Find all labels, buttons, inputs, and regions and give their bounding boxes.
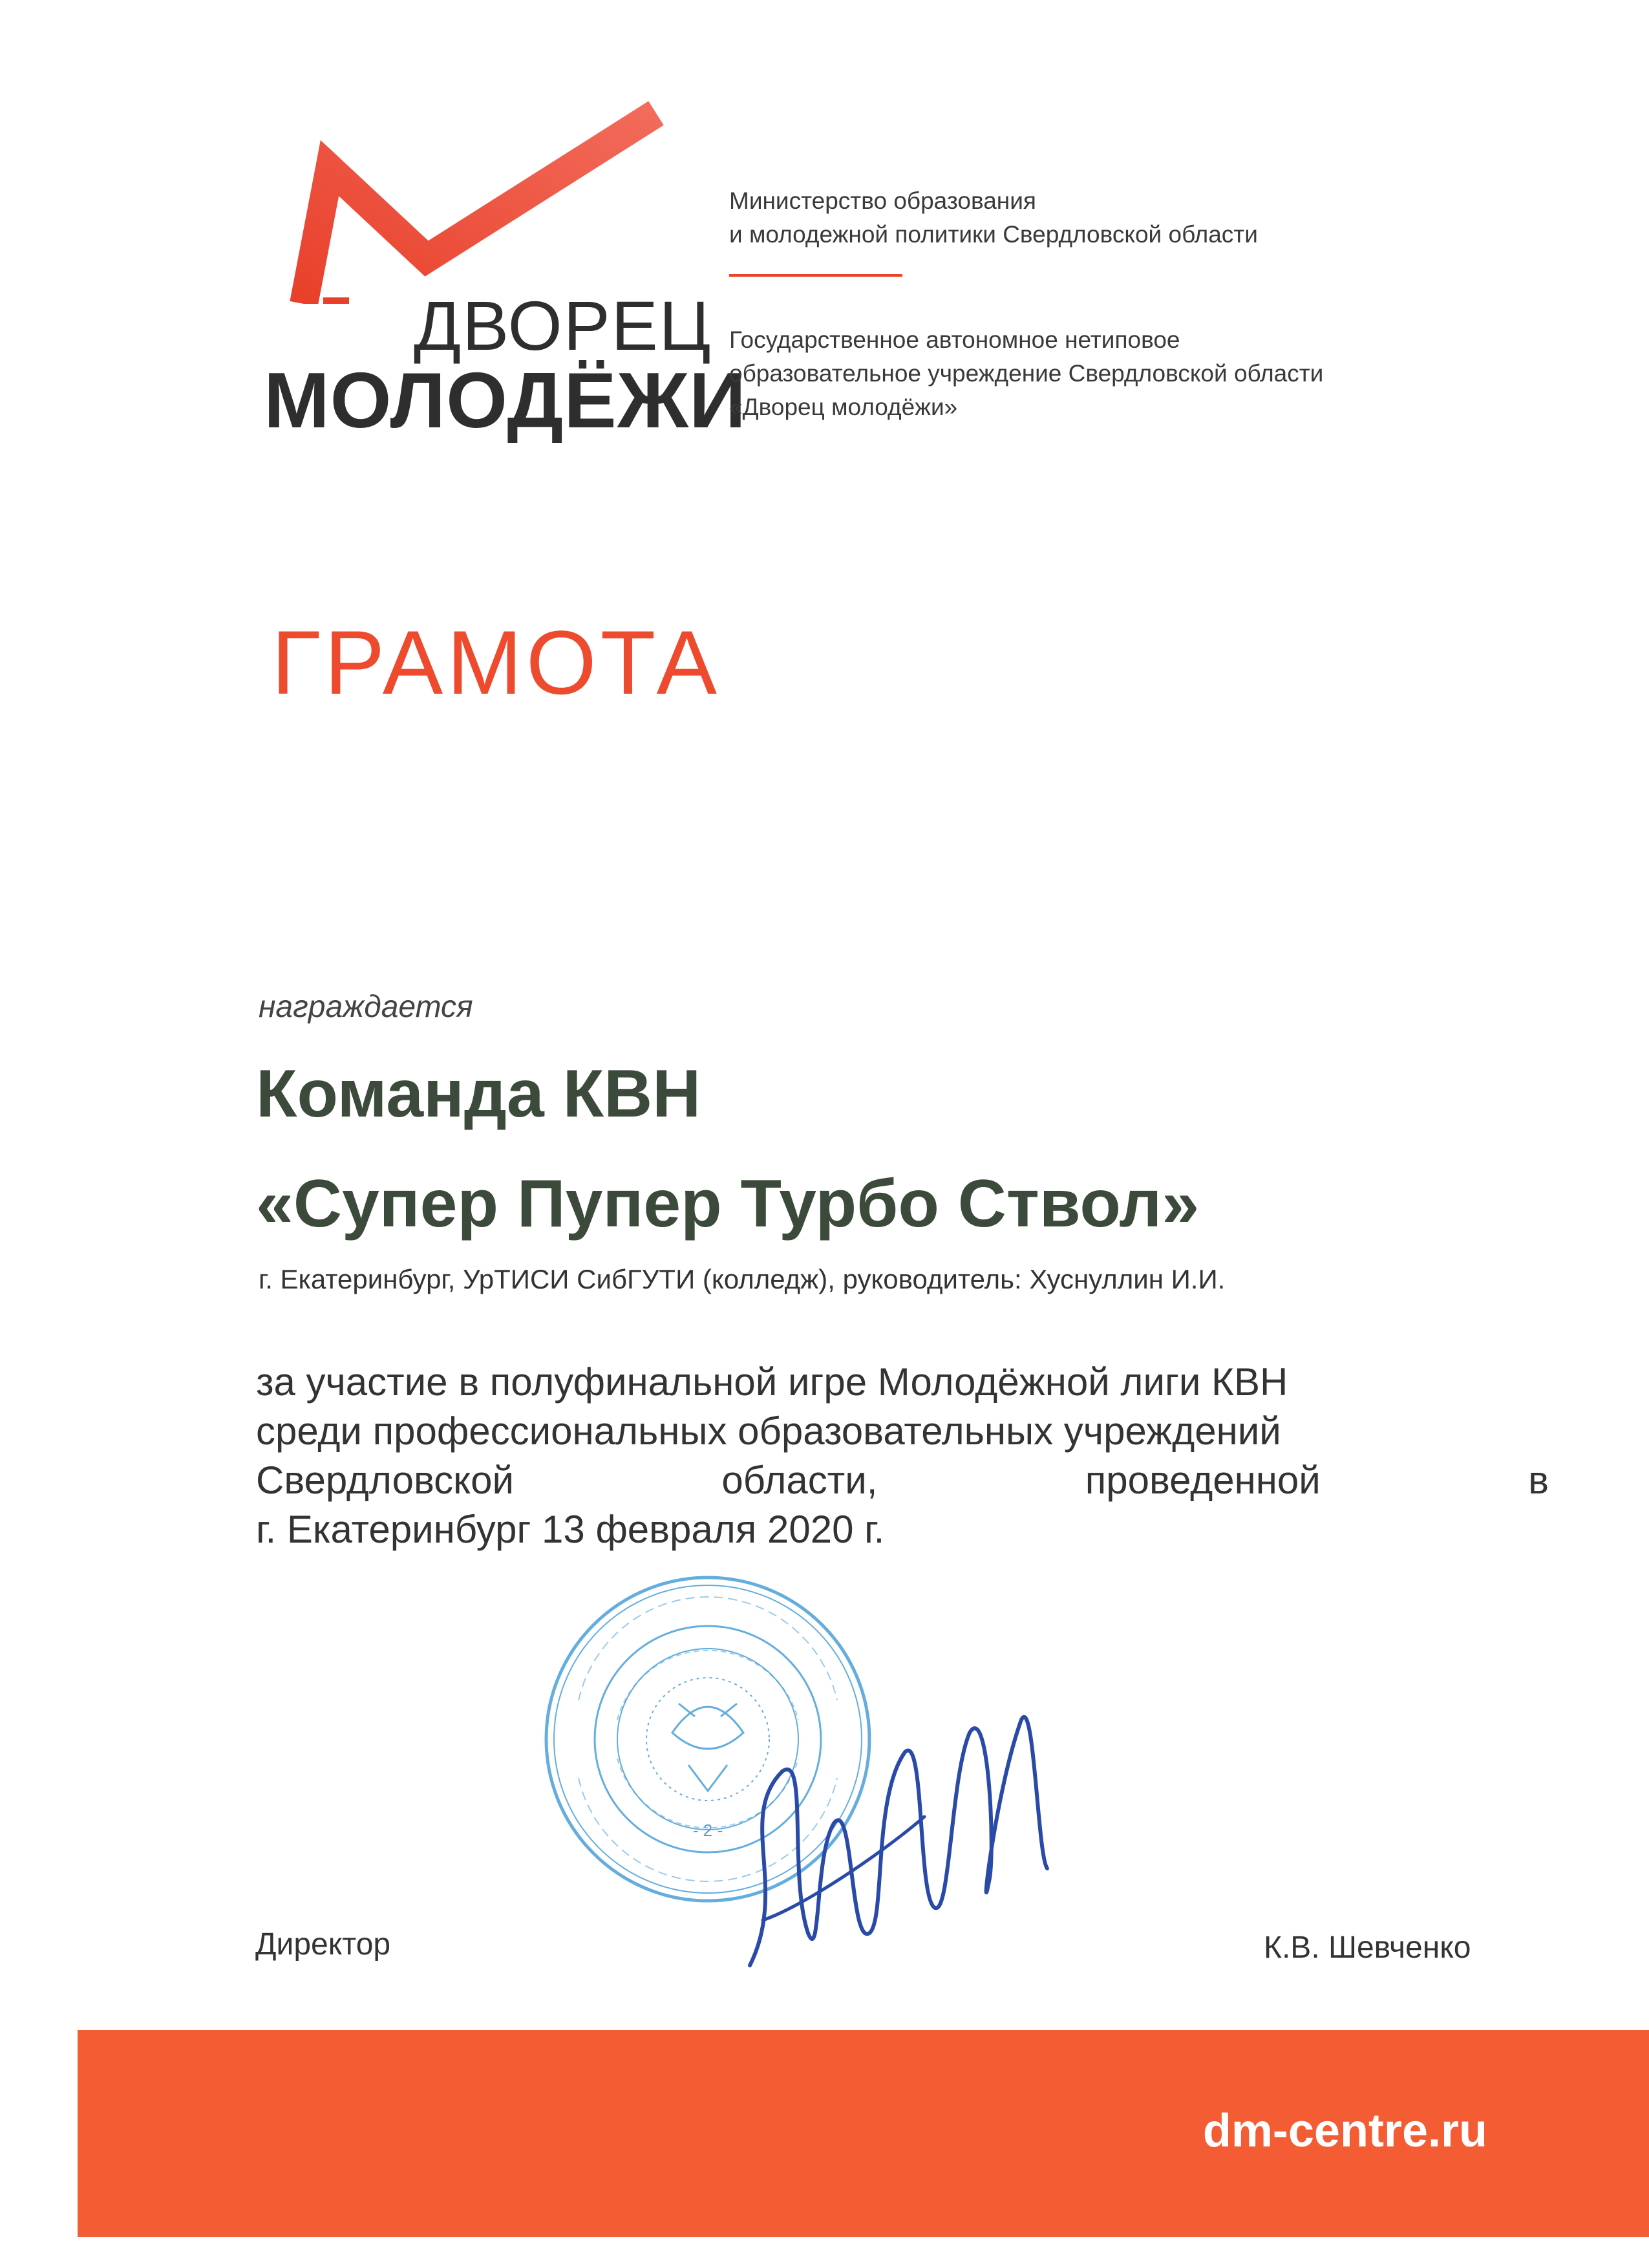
reason-line: среди профессиональных образовательных учреждений (256, 1409, 1281, 1453)
director-signature (711, 1662, 1073, 1985)
awarded-label: награждается (259, 990, 473, 1024)
reason-line: г. Екатеринбург 13 февраля 2020 г. (256, 1508, 885, 1551)
team-info: г. Екатеринбург, УрТИСИ СибГУТИ (колледж), руководитель: Хуснуллин И.И. (259, 1264, 1226, 1294)
logo-word-dvorets: ДВОРЕЦ (414, 286, 712, 365)
team-name-line1: Команда КВН (256, 1056, 701, 1131)
logo (259, 97, 747, 444)
award-reason (256, 1358, 1549, 1554)
seal-number: - 2 - (692, 1821, 723, 1840)
team-name-line2: «Супер Пупер Турбо Ствол» (256, 1166, 1200, 1241)
certificate-title: ГРАМОТА (271, 612, 721, 713)
footer-banner (78, 2030, 1649, 2237)
reason-line: Свердловской области, проведенной в (256, 1459, 1549, 1502)
org-divider (729, 274, 902, 277)
reason-line: за участие в полуфинальной игре Молодёжной лиги КВН (256, 1360, 1288, 1404)
institution-line: образовательное учреждение Свердловской области (729, 360, 1324, 387)
ministry-name (729, 184, 1258, 251)
website-link[interactable]: dm-centre.ru (1202, 2105, 1487, 2157)
institution-name (729, 323, 1323, 424)
ministry-line: и молодежной политики Свердловской области (729, 221, 1258, 248)
logo-word-molodezhi: МОЛОДЁЖИ (264, 356, 747, 444)
signatory-position: Директор (255, 1927, 391, 1962)
ministry-line: Министерство образования (729, 187, 1036, 214)
institution-line: Государственное автономное нетиповое (729, 326, 1180, 353)
institution-line: «Дворец молодёжи» (729, 394, 958, 420)
logo-mark-icon (259, 97, 685, 304)
signatory-name: К.В. Шевченко (1264, 1931, 1471, 1965)
